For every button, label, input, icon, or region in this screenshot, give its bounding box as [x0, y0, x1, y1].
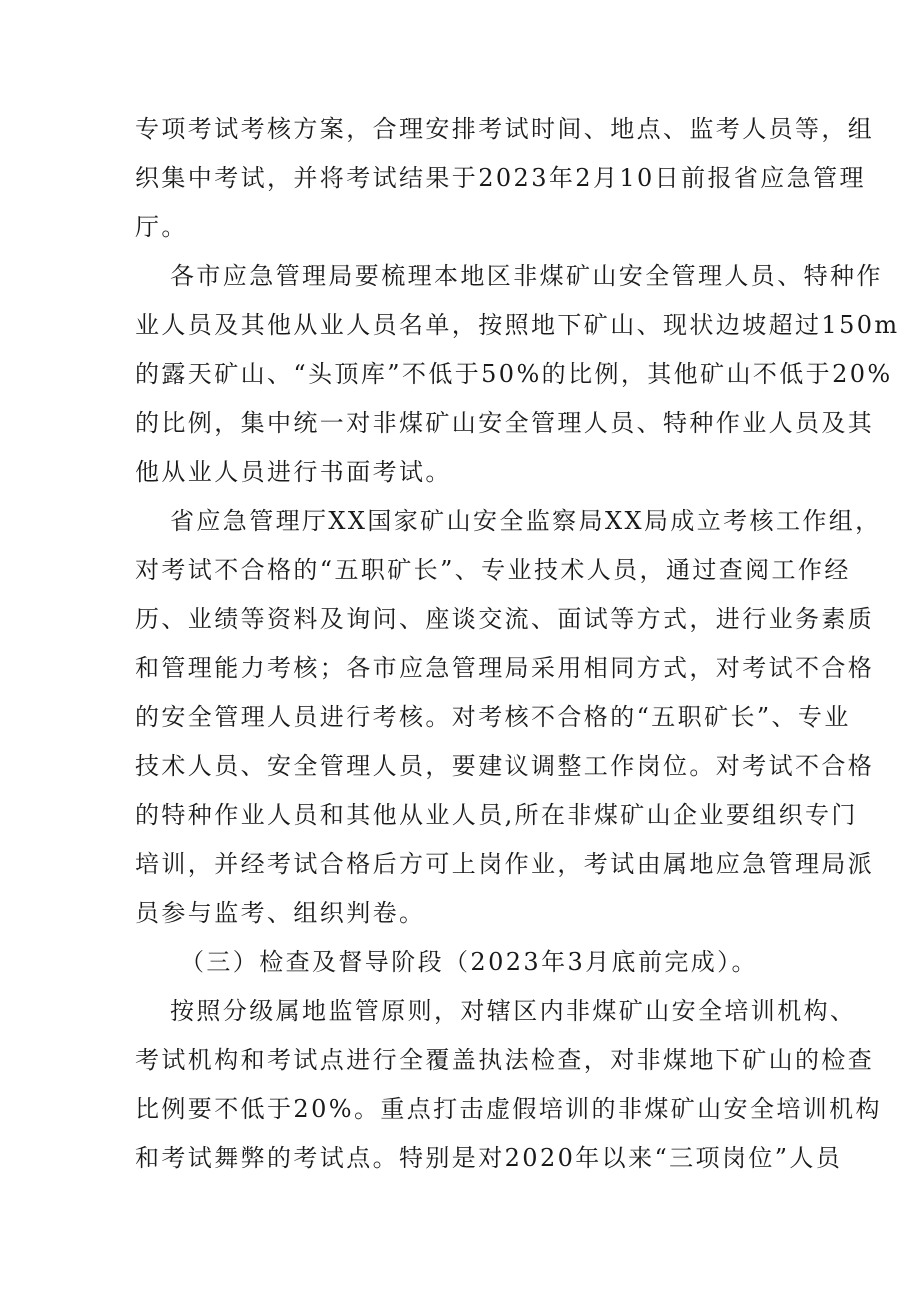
text-line: 省应急管理厅XX国家矿山安全监察局XX局成立考核工作组， — [170, 507, 882, 535]
text-line: 对考试不合格的“五职矿长”、专业技术人员，通过查阅工作经 — [135, 556, 851, 584]
text-line: 按照分级属地监管原则，对辖区内非煤矿山安全培训机构、 — [170, 997, 857, 1025]
text-line: 考试机构和考试点进行全覆盖执法检查，对非煤地下矿山的检查 — [135, 1046, 875, 1074]
text-line: 培训，并经考试合格后方可上岗作业，考试由属地应急管理局派 — [135, 850, 875, 878]
text-line: 专项考试考核方案，合理安排考试时间、地点、监考人员等，组 — [135, 115, 875, 143]
text-line: 织集中考试，并将考试结果于2023年2月10日前报省应急管理 — [135, 164, 866, 192]
text-line: 的安全管理人员进行考核。对考核不合格的“五职矿长”、专业 — [135, 703, 851, 731]
text-line: 的特种作业人员和其他从业人员,所在非煤矿山企业要组织专门 — [135, 801, 858, 829]
text-line: 和管理能力考核；各市应急管理局采用相同方式，对考试不合格 — [135, 654, 875, 682]
text-line: 他从业人员进行书面考试。 — [135, 458, 452, 486]
text-line: 的露天矿山、“头顶库”不低于50%的比例，其他矿山不低于20% — [135, 360, 893, 388]
text-line: 各市应急管理局要梳理本地区非煤矿山安全管理人员、特种作 — [170, 262, 883, 290]
text-line: 技术人员、安全管理人员，要建议调整工作岗位。对考试不合格 — [135, 752, 875, 780]
text-line: 和考试舞弊的考试点。特别是对2020年以来“三项岗位”人员 — [135, 1144, 843, 1172]
section-heading: （三）检查及督导阶段（2023年3月底前完成）。 — [180, 948, 758, 976]
text-line: 厅。 — [135, 213, 188, 241]
text-line: 员参与监考、组织判卷。 — [135, 899, 426, 927]
text-line: 历、业绩等资料及询问、座谈交流、面试等方式，进行业务素质 — [135, 605, 875, 633]
text-line: 业人员及其他从业人员名单，按照地下矿山、现状边坡超过150m — [135, 311, 900, 339]
text-line: 的比例，集中统一对非煤矿山安全管理人员、特种作业人员及其 — [135, 409, 875, 437]
text-line: 比例要不低于20%。重点打击虚假培训的非煤矿山安全培训机构 — [135, 1095, 882, 1123]
